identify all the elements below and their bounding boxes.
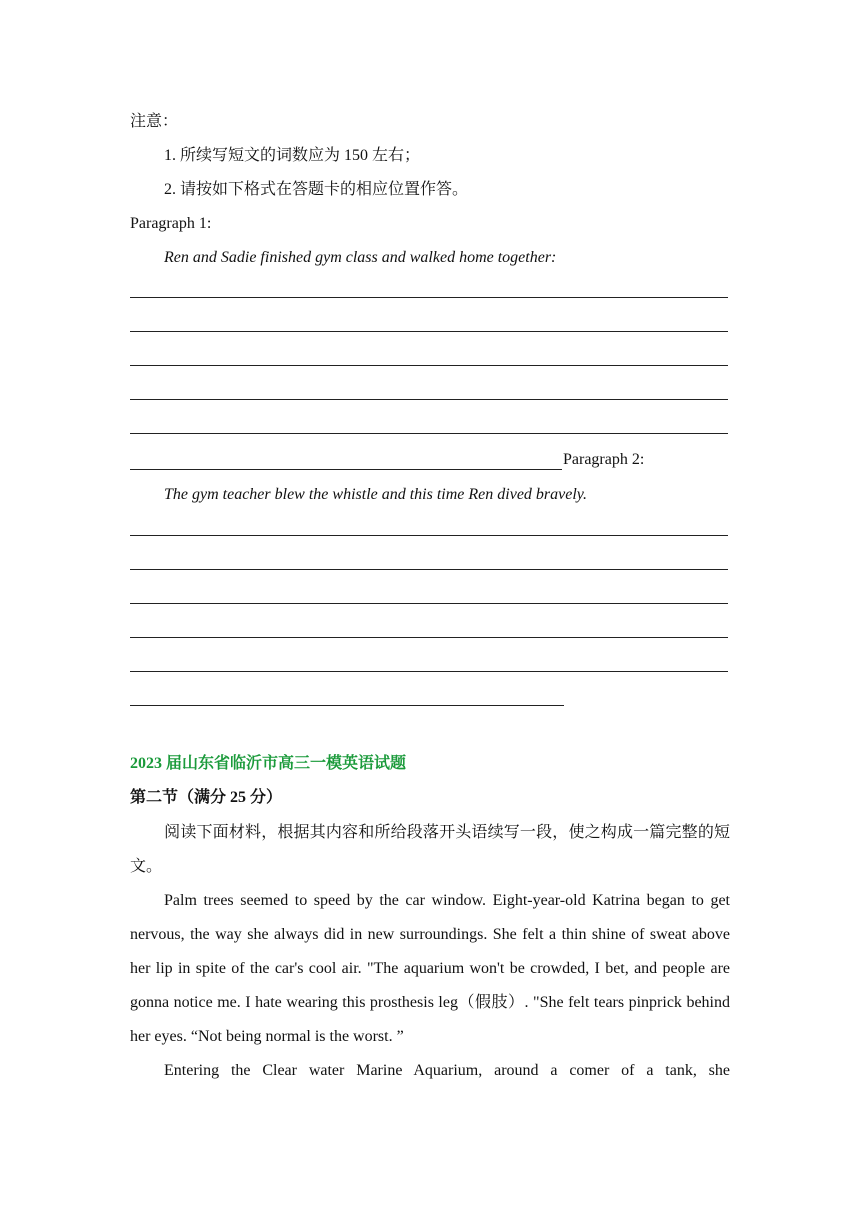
writing-line [130, 637, 728, 638]
writing-line [130, 671, 728, 672]
paragraph2-label-row [130, 450, 644, 470]
paragraph2-label: Paragraph 2: [563, 451, 645, 468]
writing-line [130, 297, 728, 298]
writing-line [130, 365, 728, 366]
writing-line [130, 433, 728, 434]
passage-paragraph-1 [130, 884, 730, 1054]
passage-paragraph-2 [130, 1054, 730, 1088]
paragraph1-label: Paragraph 1: [130, 215, 212, 232]
writing-line [130, 603, 728, 604]
notice-item-2: 2. 请按如下格式在答题卡的相应位置作答。 [164, 181, 469, 198]
writing-line [130, 454, 562, 470]
instruction-paragraph [130, 816, 730, 884]
writing-line [130, 331, 728, 332]
writing-line [130, 705, 564, 706]
passage-text-1: Palm trees seemed to speed by the car window. Eight-year-old Katrina began to get nervous, the way she always did in new surroundings. She felt a thin shine of sweat above her lip in spite of the car's cool air. "The aquarium won't be crowded, I bet, and people are gonna notice me. I hate wearing this prosthesis leg（假肢）. "She felt tears pinprick behind her eyes. “Not being normal is the worst. ” [130, 892, 730, 1045]
section-title: 第二节（满分 25 分） [130, 789, 283, 806]
writing-line [130, 569, 728, 570]
writing-line [130, 535, 728, 536]
source-title: 2023 届山东省临沂市高三一模英语试题 [130, 755, 407, 772]
passage-text-2: Entering the Clear water Marine Aquarium, around a comer of a tank, she [164, 1062, 730, 1079]
notice-item-1: 1. 所续写短文的词数应为 150 左右； [164, 147, 421, 164]
notice-label: 注意： [130, 113, 179, 130]
writing-line [130, 399, 728, 400]
instruction-text: 阅读下面材料，根据其内容和所给段落开头语续写一段，使之构成一篇完整的短文。 [130, 824, 730, 875]
paragraph2-opening: The gym teacher blew the whistle and this time Ren dived bravely. [164, 486, 588, 503]
paragraph1-opening: Ren and Sadie finished gym class and walked home together: [164, 249, 557, 266]
